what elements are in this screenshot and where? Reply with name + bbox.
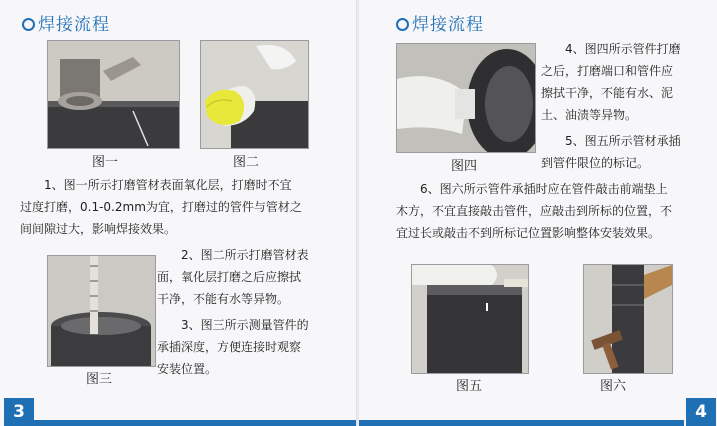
figure-2-caption: 图二	[233, 155, 260, 170]
figure-5-photo	[411, 264, 529, 374]
page-number-badge-right: 4	[686, 398, 716, 426]
title-circle-icon	[22, 18, 35, 31]
figure-3-photo	[47, 255, 156, 367]
figure-6-photo	[583, 264, 673, 374]
figure-1-photo	[47, 40, 180, 149]
figure-1-caption: 图一	[92, 155, 119, 170]
paragraph-1: 1、图一所示打磨管材表面氧化层，打磨时不宜 过度打磨，0.1-0.2mm为宜，打磨过的管件与管材之 间间隙过大，影响焊接效果。	[20, 178, 302, 236]
left-bottom-bar	[34, 420, 357, 426]
right-page-title: 焊接流程	[396, 10, 484, 35]
figure-4-photo	[396, 43, 536, 153]
left-page	[0, 0, 358, 426]
paragraph-2: 2、图二所示打磨管材表 面，氧化层打磨之后应擦拭 干净，不能有水等异物。	[157, 248, 309, 306]
page-number-badge-left: 3	[4, 398, 34, 426]
figure-6-caption: 图六	[600, 379, 627, 394]
paragraph-6: 6、图六所示管件承插时应在管件敲击前端垫上 木方，不宜直接敲击管件，应敲击到所标的位置，不 宜过长或敲击不到所标记位置影响整体安装效果。	[396, 182, 673, 240]
paragraph-5: 5、图五所示管材承插 到管件限位的标记。	[541, 134, 681, 170]
figure-4-caption: 图四	[451, 159, 478, 174]
left-page-title: 焊接流程	[22, 10, 110, 35]
figure-3-caption: 图三	[86, 372, 113, 387]
title-circle-icon	[396, 18, 409, 31]
figure-2-photo	[200, 40, 309, 149]
paragraph-3: 3、图三所示测量管件的 承插深度，方便连接时观察 安装位置。	[157, 318, 309, 376]
paragraph-4: 4、图四所示管件打磨 之后，打磨端口和管件应 擦拭干净，不能有水、泥 土、油渍等异物。	[541, 42, 681, 122]
right-page	[359, 0, 717, 426]
figure-5-caption: 图五	[456, 379, 483, 394]
right-bottom-bar	[359, 420, 684, 426]
